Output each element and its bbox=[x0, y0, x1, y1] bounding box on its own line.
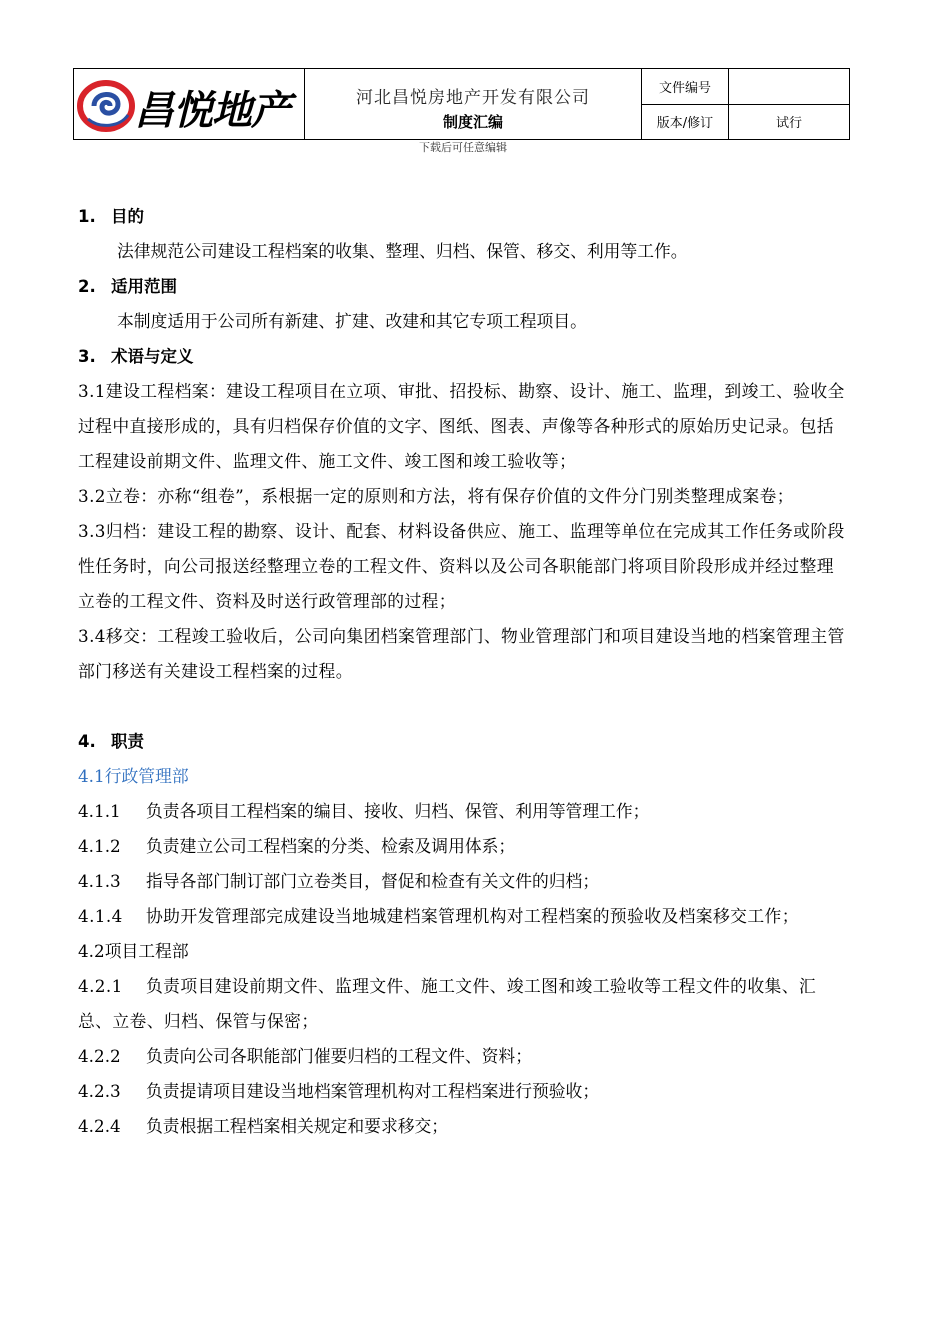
item-text: 负责根据工程档案相关规定和要求移交； bbox=[146, 1116, 449, 1136]
file-number-label: 文件编号 bbox=[642, 69, 729, 104]
section-title: 职责 bbox=[111, 732, 144, 751]
section-title: 适用范围 bbox=[111, 277, 177, 296]
item-number: 4.2.2 bbox=[78, 1046, 121, 1066]
section-title: 目的 bbox=[111, 207, 144, 226]
item-text: 指导各部门制订部门立卷类目，督促和检查有关文件的归档； bbox=[146, 871, 600, 891]
item-text: 负责向公司各职能部门催要归档的工程文件、资料； bbox=[146, 1046, 532, 1066]
subsection-4-1-title: 4.1行政管理部 bbox=[78, 766, 189, 786]
item-4-1-1 bbox=[78, 794, 846, 829]
item-text: 负责各项目工程档案的编目、接收、归档、保管、利用等管理工作； bbox=[146, 801, 650, 821]
section-number: 4. bbox=[78, 732, 96, 751]
header-table bbox=[73, 68, 850, 140]
item-4-1-2 bbox=[78, 829, 846, 864]
item-text: 负责提请项目建设当地档案管理机构对工程档案进行预验收； bbox=[146, 1081, 600, 1101]
item-4-2-1 bbox=[78, 969, 846, 1039]
item-4-2-2 bbox=[78, 1039, 846, 1074]
logo-text: 昌悦地产 bbox=[134, 88, 290, 134]
item-4-2-4 bbox=[78, 1109, 846, 1144]
version-label: 版本/修订 bbox=[642, 105, 729, 140]
item-text: 负责项目建设前期文件、监理文件、施工文件、竣工图和竣工验收等工程文件的收集、汇总、立卷、归档、保管与保密； bbox=[78, 976, 817, 1031]
item-text: 负责建立公司工程档案的分类、检索及调用体系； bbox=[146, 836, 516, 856]
company-name: 河北昌悦房地产开发有限公司 bbox=[356, 88, 590, 108]
version-row bbox=[642, 104, 849, 140]
item-4-1-4 bbox=[78, 899, 846, 934]
definition-3-3: 3.3归档：建设工程的勘察、设计、配套、材料设备供应、施工、监理等单位在完成其工作任务或阶段性任务时，向公司报送经整理立卷的工程文件、资料以及公司各职能部门将项目阶段形成并经过整理立卷的工程文件、资料及时送行政管理部的过程； bbox=[78, 521, 845, 611]
item-number: 4.1.1 bbox=[78, 801, 121, 821]
section-2-text: 本制度适用于公司所有新建、扩建、改建和其它专项工程项目。 bbox=[117, 311, 587, 331]
item-number: 4.1.2 bbox=[78, 836, 121, 856]
section-1-text: 法律规范公司建设工程档案的收集、整理、归档、保管、移交、利用等工作。 bbox=[117, 241, 688, 261]
section-number: 2. bbox=[78, 277, 96, 296]
section-2-heading bbox=[78, 269, 846, 304]
header-title-cell bbox=[305, 69, 642, 139]
item-4-2-3 bbox=[78, 1074, 846, 1109]
section-1-heading bbox=[78, 199, 846, 234]
definition-3-1: 3.1建设工程档案：建设工程项目在立项、审批、招投标、勘察、设计、施工、监理，到竣工、验收全过程中直接形成的，具有归档保存价值的文字、图纸、图表、声像等各种形式的原始历史记录。包括工程建设前期文件、监理文件、施工文件、竣工图和竣工验收等； bbox=[78, 381, 845, 471]
item-text: 协助开发管理部完成建设当地城建档案管理机构对工程档案的预验收及档案移交工作； bbox=[146, 906, 799, 926]
subsection-4-2-title: 4.2项目工程部 bbox=[78, 941, 189, 961]
document-type: 制度汇编 bbox=[442, 113, 503, 131]
definition-3-2: 3.2立卷：亦称“组卷”，系根据一定的原则和方法，将有保存价值的文件分门别类整理成案卷； bbox=[78, 486, 794, 506]
item-number: 4.1.4 bbox=[78, 906, 123, 926]
item-number: 4.2.4 bbox=[78, 1116, 121, 1136]
download-note: 下载后可任意编辑 bbox=[419, 141, 507, 154]
definition-3-4: 3.4移交：工程竣工验收后，公司向集团档案管理部门、物业管理部门和项目建设当地的档案管理主管部门移送有关建设工程档案的过程。 bbox=[78, 626, 845, 681]
item-4-1-3 bbox=[78, 864, 846, 899]
header-meta bbox=[642, 69, 849, 139]
item-number: 4.1.3 bbox=[78, 871, 121, 891]
section-number: 3. bbox=[78, 347, 96, 366]
section-title: 术语与定义 bbox=[111, 347, 194, 366]
file-number-row bbox=[642, 69, 849, 104]
document-body bbox=[78, 199, 846, 1144]
version-value: 试行 bbox=[775, 116, 802, 132]
item-number: 4.2.3 bbox=[78, 1081, 121, 1101]
company-logo bbox=[74, 69, 305, 139]
section-3-heading bbox=[78, 339, 846, 374]
section-number: 1. bbox=[78, 207, 96, 226]
spacer bbox=[78, 689, 846, 724]
section-4-heading bbox=[78, 724, 846, 759]
item-number: 4.2.1 bbox=[78, 976, 123, 996]
file-number-value bbox=[729, 69, 849, 104]
